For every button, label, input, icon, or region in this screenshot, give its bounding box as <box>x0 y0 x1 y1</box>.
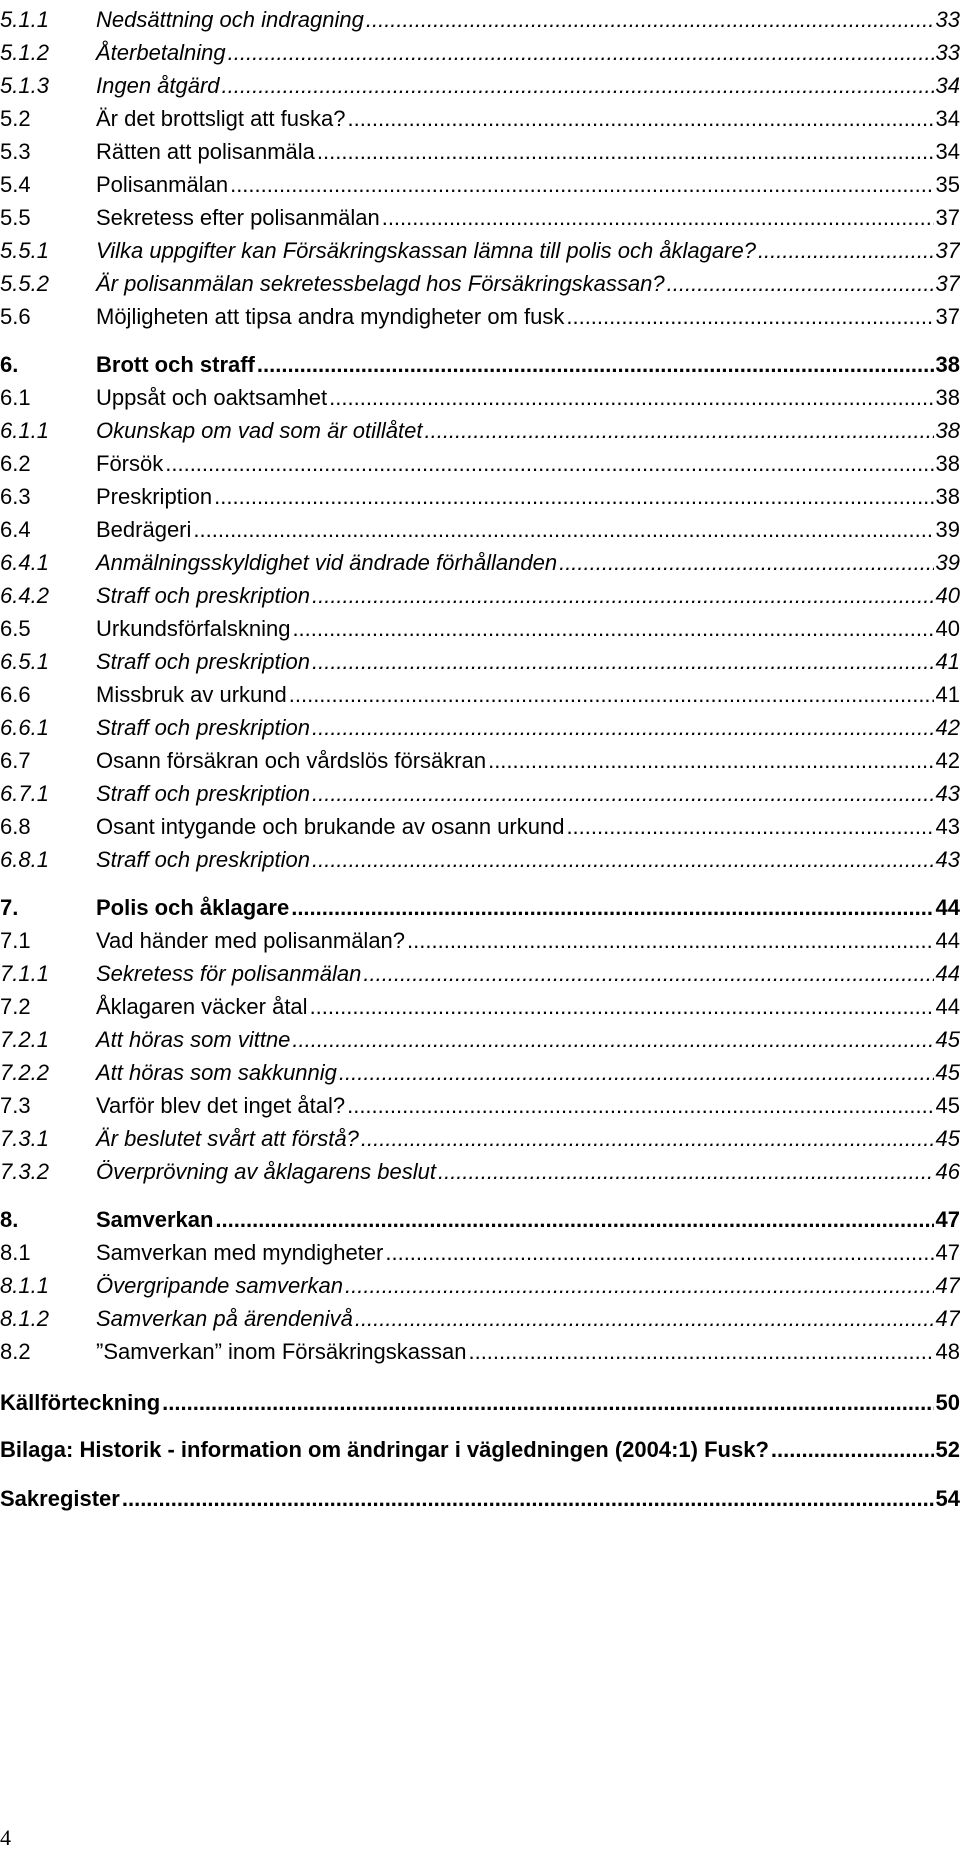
toc-entry-title: ”Samverkan” inom Försäkringskassan <box>96 1339 467 1364</box>
toc-entry[interactable] <box>0 35 960 71</box>
toc-entry[interactable] <box>0 989 960 1025</box>
toc-entry[interactable] <box>0 512 960 548</box>
dot-leader <box>366 2 934 38</box>
toc-entry-page: 48 <box>935 1339 960 1364</box>
toc-entry-title: Ingen åtgärd <box>96 73 220 98</box>
toc-entry-number: 5.1.2 <box>0 40 49 65</box>
toc-entry-title: Bedrägeri <box>96 517 192 542</box>
dot-leader <box>468 1334 933 1370</box>
toc-entry-page: 44 <box>935 928 960 953</box>
toc-entry-title: Nedsättning och indragning <box>96 7 364 32</box>
toc-entry-page: 41 <box>935 682 960 707</box>
toc-entry-page: 40 <box>935 583 960 608</box>
dot-leader <box>424 413 933 449</box>
toc-entry[interactable] <box>0 1022 960 1058</box>
toc-entry[interactable] <box>0 299 960 335</box>
toc-entry-page: 47 <box>935 1273 960 1298</box>
toc-entry-number: 6.4.1 <box>0 550 49 575</box>
toc-entry[interactable] <box>0 1055 960 1091</box>
toc-entry[interactable] <box>0 1301 960 1337</box>
toc-entry-number: 5.1.1 <box>0 7 49 32</box>
toc-entry[interactable] <box>0 200 960 236</box>
toc-entry-page: 39 <box>935 550 960 575</box>
toc-entry-title: Brott och straff <box>96 352 255 377</box>
toc-entry-title: Anmälningsskyldighet vid ändrade förhållanden <box>96 550 558 575</box>
toc-entry[interactable] <box>0 101 960 137</box>
toc-entry-number: 5.4 <box>0 172 31 197</box>
toc-entry-title: Bilaga: Historik - information om ändringar i vägledningen (2004:1) Fusk? <box>0 1437 769 1462</box>
dot-leader <box>222 68 934 104</box>
toc-entry-title: Är polisanmälan sekretessbelagd hos Försäkringskassan? <box>96 271 665 296</box>
dot-leader <box>312 644 934 680</box>
toc-entry-page: 33 <box>935 7 960 32</box>
toc-entry-number: 6.5 <box>0 616 31 641</box>
toc-entry-number: 6.1.1 <box>0 418 49 443</box>
toc-entry-number: 8.2 <box>0 1339 31 1364</box>
toc-entry-title: Straff och preskription <box>96 649 310 674</box>
dot-leader <box>339 1055 934 1091</box>
dot-leader <box>566 299 933 335</box>
toc-entry-title: Försök <box>96 451 164 476</box>
toc-entry-page: 44 <box>935 994 960 1019</box>
toc-entry-title: Urkundsförfalskning <box>96 616 291 641</box>
toc-entry-number: 6.4.2 <box>0 583 49 608</box>
toc-entry[interactable] <box>0 347 960 383</box>
toc-entry[interactable] <box>0 809 960 845</box>
dot-leader <box>758 233 934 269</box>
toc-entry-number: 8.1.1 <box>0 1273 49 1298</box>
toc-entry-page: 38 <box>935 451 960 476</box>
toc-entry[interactable] <box>0 842 960 878</box>
toc-entry[interactable] <box>0 446 960 482</box>
toc-entry-number: 7.3 <box>0 1093 31 1118</box>
toc-entry-title: Är beslutet svårt att förstå? <box>96 1126 359 1151</box>
toc-entry-number: 5.3 <box>0 139 31 164</box>
toc-entry-number: 6.6 <box>0 682 31 707</box>
toc-entry-number: 6.7 <box>0 748 31 773</box>
toc-entry-number: 7.3.2 <box>0 1159 49 1184</box>
dot-leader <box>292 1022 933 1058</box>
toc-entry-title: Är det brottsligt att fuska? <box>96 106 346 131</box>
toc-entry-title: Polisanmälan <box>96 172 229 197</box>
toc-entry-page: 45 <box>935 1060 960 1085</box>
toc-entry[interactable] <box>0 677 960 713</box>
toc-entry-page: 34 <box>935 106 960 131</box>
page-number: 4 <box>0 1825 11 1850</box>
toc-entry[interactable] <box>0 956 960 992</box>
toc-entry-page: 34 <box>935 73 960 98</box>
toc-entry[interactable] <box>0 134 960 170</box>
toc-entry-title: Straff och preskription <box>96 583 310 608</box>
dot-leader <box>122 1481 934 1517</box>
dot-leader <box>382 200 934 236</box>
toc-entry-page: 38 <box>935 352 960 377</box>
toc-entry-number: 7.1 <box>0 928 31 953</box>
toc-entry-title: Möjligheten att tipsa andra myndigheter om fusk <box>96 304 565 329</box>
toc-entry-page: 43 <box>935 781 960 806</box>
toc-entry-page: 44 <box>935 961 960 986</box>
toc-entry[interactable] <box>0 413 960 449</box>
toc-entry-page: 37 <box>935 205 960 230</box>
toc-entry[interactable] <box>0 68 960 104</box>
toc-entry[interactable] <box>0 710 960 746</box>
toc-entry-page: 52 <box>935 1437 960 1462</box>
dot-leader <box>312 578 934 614</box>
toc-entry-number: 7.2 <box>0 994 31 1019</box>
toc-entry-number: 5.5.2 <box>0 271 49 296</box>
toc-entry-title: Sakregister <box>0 1486 120 1511</box>
toc-entry[interactable] <box>0 1235 960 1271</box>
toc-entry-page: 46 <box>935 1159 960 1184</box>
toc-entry-number: 5.6 <box>0 304 31 329</box>
toc-entry-page: 34 <box>935 139 960 164</box>
dot-leader <box>771 1432 934 1468</box>
dot-leader <box>289 677 934 713</box>
toc-entry-page: 45 <box>935 1126 960 1151</box>
dot-leader <box>312 776 934 812</box>
toc-entry-title: Samverkan med myndigheter <box>96 1240 384 1265</box>
dot-leader <box>488 743 933 779</box>
toc-entry-number: 6.8.1 <box>0 847 49 872</box>
toc-entry-title: Vad händer med polisanmälan? <box>96 928 406 953</box>
toc-entry-number: 6.3 <box>0 484 31 509</box>
toc-entry[interactable] <box>0 1334 960 1370</box>
toc-entry-title: Återbetalning <box>96 40 226 65</box>
dot-leader <box>317 134 934 170</box>
toc-entry-page: 33 <box>935 40 960 65</box>
toc-entry-page: 47 <box>935 1240 960 1265</box>
toc-entry-title: Samverkan på ärendenivå <box>96 1306 353 1331</box>
dot-leader <box>385 1235 933 1271</box>
toc-entry-number: 6. <box>0 352 19 377</box>
toc-entry[interactable] <box>0 2 960 38</box>
toc-entry-number: 5.1.3 <box>0 73 49 98</box>
toc-entry-title: Osant intygande och brukande av osann urkund <box>96 814 565 839</box>
toc-entry-number: 6.6.1 <box>0 715 49 740</box>
dot-leader <box>361 1121 934 1157</box>
dot-leader <box>566 809 933 845</box>
toc-entry[interactable] <box>0 611 960 647</box>
dot-leader <box>165 446 933 482</box>
toc-entry-title: Okunskap om vad som är otillåtet <box>96 418 423 443</box>
toc-entry-title: Vilka uppgifter kan Försäkringskassan lämna till polis och åklagare? <box>96 238 756 263</box>
toc-entry-page: 41 <box>935 649 960 674</box>
toc-entry-title: Sekretess efter polisanmälan <box>96 205 380 230</box>
toc-entry-page: 44 <box>935 895 960 920</box>
toc-entry[interactable] <box>0 266 960 302</box>
dot-leader <box>292 611 933 647</box>
dot-leader <box>559 545 933 581</box>
toc-entry-page: 38 <box>935 385 960 410</box>
toc-entry-number: 5.5.1 <box>0 238 49 263</box>
toc-entry-title: Att höras som sakkunnig <box>96 1060 337 1085</box>
toc-entry-number: 6.4 <box>0 517 31 542</box>
toc-entry[interactable] <box>0 380 960 416</box>
toc-entry-number: 7.1.1 <box>0 961 49 986</box>
toc-entry[interactable] <box>0 890 960 926</box>
toc-entry-page: 47 <box>935 1306 960 1331</box>
toc-entry[interactable] <box>0 1385 960 1421</box>
toc-entry-number: 8.1.2 <box>0 1306 49 1331</box>
toc-entry-page: 37 <box>935 271 960 296</box>
toc-entry-page: 42 <box>935 748 960 773</box>
toc-entry-title: Övergripande samverkan <box>96 1273 344 1298</box>
dot-leader <box>291 890 933 926</box>
toc-entry-number: 7.2.1 <box>0 1027 49 1052</box>
toc-entry[interactable] <box>0 644 960 680</box>
toc-entry-title: Åklagaren väcker åtal <box>96 994 308 1019</box>
dot-leader <box>312 842 934 878</box>
dot-leader <box>215 1202 933 1238</box>
toc-entry[interactable] <box>0 167 960 203</box>
toc-entry-number: 7. <box>0 895 19 920</box>
toc-entry-title: Missbruk av urkund <box>96 682 287 707</box>
toc-entry-number: 5.2 <box>0 106 31 131</box>
dot-leader <box>347 1088 933 1124</box>
toc-entry-title: Rätten att polisanmäla <box>96 139 315 164</box>
toc-entry-page: 38 <box>935 484 960 509</box>
toc-entry-page: 43 <box>935 814 960 839</box>
toc-entry[interactable] <box>0 1268 960 1304</box>
toc-entry-title: Uppsåt och oaktsamhet <box>96 385 328 410</box>
toc-entry-number: 6.1 <box>0 385 31 410</box>
toc-entry-title: Preskription <box>96 484 213 509</box>
dot-leader <box>347 101 933 137</box>
toc-entry-page: 38 <box>935 418 960 443</box>
toc-entry[interactable] <box>0 1432 960 1468</box>
toc-entry[interactable] <box>0 578 960 614</box>
toc-entry-page: 47 <box>935 1207 960 1232</box>
toc-entry[interactable] <box>0 1154 960 1190</box>
toc-entry[interactable] <box>0 1202 960 1238</box>
toc-entry-title: Varför blev det inget åtal? <box>96 1093 346 1118</box>
toc-entry-page: 35 <box>935 172 960 197</box>
toc-entry-title: Straff och preskription <box>96 847 310 872</box>
toc-entry-page: 45 <box>935 1093 960 1118</box>
dot-leader <box>162 1385 933 1421</box>
toc-entry-page: 39 <box>935 517 960 542</box>
toc-entry-title: Sekretess för polisanmälan <box>96 961 362 986</box>
toc-entry[interactable] <box>0 233 960 269</box>
toc-entry-number: 6.8 <box>0 814 31 839</box>
toc-entry-page: 43 <box>935 847 960 872</box>
toc-entry-page: 42 <box>935 715 960 740</box>
dot-leader <box>667 266 934 302</box>
toc-entry-page: 37 <box>935 304 960 329</box>
toc-entry[interactable] <box>0 776 960 812</box>
dot-leader <box>312 710 934 746</box>
dot-leader <box>230 167 933 203</box>
dot-leader <box>363 956 933 992</box>
toc-entry-number: 8.1 <box>0 1240 31 1265</box>
toc-entry-page: 37 <box>935 238 960 263</box>
toc-entry[interactable] <box>0 1481 960 1517</box>
toc-entry-page: 50 <box>935 1390 960 1415</box>
dot-leader <box>345 1268 934 1304</box>
toc-entry[interactable] <box>0 1088 960 1124</box>
dot-leader <box>310 989 934 1025</box>
toc-entry-number: 6.2 <box>0 451 31 476</box>
toc-entry-number: 7.2.2 <box>0 1060 49 1085</box>
toc-entry-title: Källförteckning <box>0 1390 161 1415</box>
dot-leader <box>193 512 933 548</box>
dot-leader <box>228 35 934 71</box>
toc-entry-title: Att höras som vittne <box>96 1027 291 1052</box>
toc-entry[interactable] <box>0 923 960 959</box>
toc-entry-title: Straff och preskription <box>96 715 310 740</box>
dot-leader <box>355 1301 934 1337</box>
toc-entry-page: 45 <box>935 1027 960 1052</box>
toc-entry-title: Överprövning av åklagarens beslut <box>96 1159 436 1184</box>
toc-entry[interactable] <box>0 743 960 779</box>
toc-entry-title: Samverkan <box>96 1207 214 1232</box>
toc-entry-number: 6.5.1 <box>0 649 49 674</box>
toc-entry-title: Polis och åklagare <box>96 895 290 920</box>
dot-leader <box>214 479 933 515</box>
toc-entry-title: Straff och preskription <box>96 781 310 806</box>
toc-entry-number: 8. <box>0 1207 19 1232</box>
dot-leader <box>329 380 933 416</box>
toc-entry-number: 5.5 <box>0 205 31 230</box>
dot-leader <box>438 1154 934 1190</box>
toc-entry-title: Osann försäkran och vårdslös försäkran <box>96 748 487 773</box>
toc-entry-number: 6.7.1 <box>0 781 49 806</box>
toc-entry-page: 54 <box>935 1486 960 1511</box>
dot-leader <box>257 347 934 383</box>
toc-entry[interactable] <box>0 1121 960 1157</box>
toc-entry-number: 7.3.1 <box>0 1126 49 1151</box>
toc-entry[interactable] <box>0 479 960 515</box>
dot-leader <box>407 923 933 959</box>
toc-entry[interactable] <box>0 545 960 581</box>
toc-entry-page: 40 <box>935 616 960 641</box>
